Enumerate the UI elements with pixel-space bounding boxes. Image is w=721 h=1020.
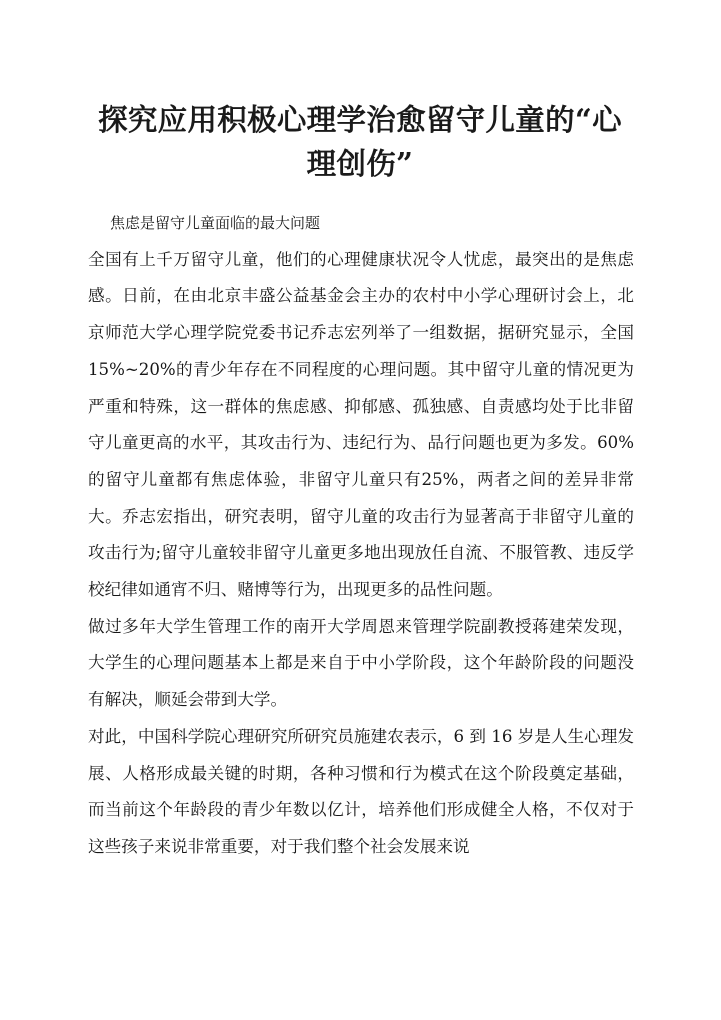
document-body xyxy=(88,205,634,866)
body-paragraph-2: 做过多年大学生管理工作的南开大学周恩来管理学院副教授蒋建荣发现，大学生的心理问题基本上都是来自于中小学阶段，这个年龄阶段的问题没有解决，顺延会带到大学。 xyxy=(88,616,634,710)
body-paragraph-1: 全国有上千万留守儿童，他们的心理健康状况令人忧虑，最突出的是焦虑感。日前，在由北京丰盛公益基金会主办的农村中小学心理研讨会上，北京师范大学心理学院党委书记乔志宏列举了一组数据，据研究显示，全国 15%~20%的青少年存在不同程度的心理问题。其中留守儿童的情况更为严重和特殊，这一群体的焦虑感、抑郁感、孤独感、自责感均处于比非留守儿童更高的水平，其攻击行为、违纪行为、品行问题也更为多发。60%的留守儿童都有焦虑体验，非留守儿童只有25%，两者之间的差异非常大。乔志宏指出，研究表明，留守儿童的攻击行为显著高于非留守儿童的攻击行为;留守儿童较非留守儿童更多地出现放任自流、不服管教、违反学校纪律如通宵不归、赌博等行为，出现更多的品性问题。 xyxy=(88,249,634,600)
page-title: 探究应用积极心理学治愈留守儿童的“心理创伤” xyxy=(98,101,622,181)
body-paragraph-3: 对此，中国科学院心理研究所研究员施建农表示，6 到 16 岁是人生心理发展、人格形成最关键的时期，各种习惯和行为模式在这个阶段奠定基础，而当前这个年龄段的青少年数以亿计，培养他们形成健全人格，不仅对于这些孩子来说非常重要，对于我们整个社会发展来说 xyxy=(88,726,634,856)
lead-paragraph: 焦虑是留守儿童面临的最大问题 xyxy=(110,214,321,232)
